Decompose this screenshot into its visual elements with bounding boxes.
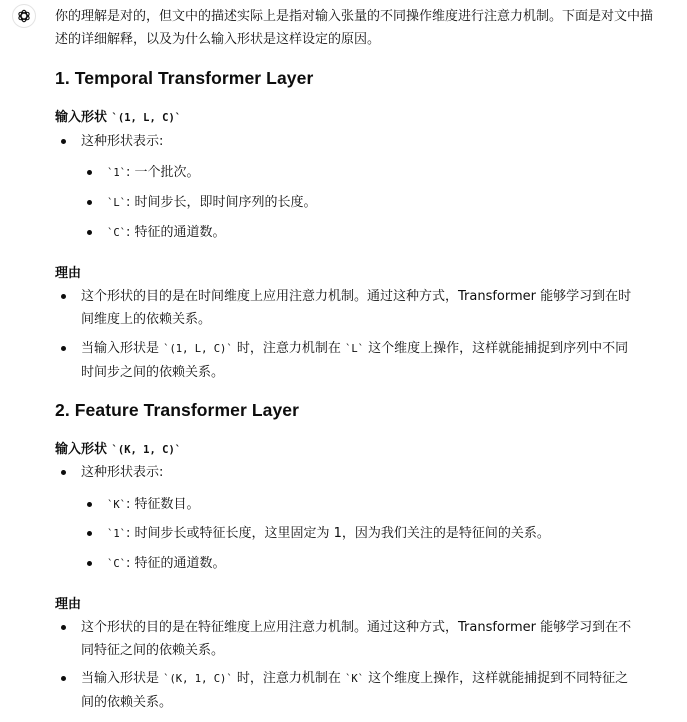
list-item	[81, 552, 641, 576]
bullet-icon	[61, 470, 66, 475]
section2-input-shape	[55, 438, 181, 457]
reason-code: `K`	[345, 673, 364, 685]
list-item	[55, 616, 635, 662]
section1-heading: 1. Temporal Transformer Layer	[55, 68, 314, 88]
list-item	[81, 221, 641, 245]
bullet-icon	[87, 502, 92, 507]
list-item	[81, 191, 641, 215]
bullet-icon	[87, 200, 92, 205]
list-item	[55, 461, 635, 484]
list-item	[81, 522, 641, 546]
section2-reason-label: 理由	[55, 597, 82, 612]
section2-input-label: 输入形状	[55, 442, 108, 457]
intro-paragraph: 你的理解是对的，但文中的描述实际上是指对输入张量的不同操作维度进行注意力机制。下面是对文中描述的详细解释，以及为什么输入形状是这样设定的原因。	[55, 9, 654, 47]
list-item	[55, 337, 635, 384]
openai-logo-icon	[16, 8, 32, 24]
reason-text: 时，注意力机制在	[236, 671, 341, 686]
assistant-avatar	[12, 4, 36, 28]
list-item	[81, 161, 641, 185]
dim-desc: : 特征的通道数。	[125, 225, 226, 240]
section1-input-label: 输入形状	[55, 110, 108, 125]
bullet-icon	[61, 346, 66, 351]
dim-code: `1`	[107, 528, 126, 540]
reason-code: `L`	[345, 343, 364, 355]
bullet-icon	[61, 294, 66, 299]
list-item	[55, 130, 635, 153]
section1-shape-intro: 这种形状表示:	[81, 134, 164, 149]
bullet-icon	[87, 561, 92, 566]
section2-input-shape-code: `(K, 1, C)`	[111, 444, 182, 456]
dim-desc: : 时间步长或特征长度，这里固定为 1，因为我们关注的是特征间的关系。	[125, 526, 550, 541]
dim-desc: : 特征的通道数。	[125, 556, 226, 571]
section2-heading: 2. Feature Transformer Layer	[55, 400, 300, 420]
dim-desc: : 特征数目。	[125, 497, 200, 512]
list-item	[81, 493, 641, 517]
section1-reason-label: 理由	[55, 266, 82, 281]
dim-code: `K`	[107, 499, 126, 511]
reason-text: 当输入形状是	[81, 341, 160, 356]
dim-code: `C`	[107, 558, 126, 570]
section2-shape-intro: 这种形状表示:	[81, 465, 164, 480]
bullet-icon	[61, 139, 66, 144]
reason-text: 这个维度上操作，这样就能捕捉到不同特征之间的依赖关系。	[81, 671, 629, 710]
list-item	[55, 667, 635, 714]
bullet-icon	[87, 170, 92, 175]
reason-text: 当输入形状是	[81, 671, 160, 686]
dim-code: `L`	[107, 197, 126, 209]
section1-input-shape-code: `(1, L, C)`	[111, 112, 182, 124]
bullet-icon	[61, 676, 66, 681]
bullet-icon	[61, 625, 66, 630]
reason-code: `(1, L, C)`	[163, 343, 233, 355]
dim-code: `1`	[107, 167, 126, 179]
dim-desc: : 时间步长，即时间序列的长度。	[125, 195, 317, 210]
dim-code: `C`	[107, 227, 126, 239]
section1-reason1: 这个形状的目的是在时间维度上应用注意力机制。通过这种方式，Transformer 能够学习到在时间维度上的依赖关系。	[81, 289, 632, 327]
reason-text: 这个维度上操作，这样就能捕捉到序列中不同时间步之间的依赖关系。	[81, 341, 629, 380]
bullet-icon	[87, 230, 92, 235]
reason-text: 时，注意力机制在	[236, 341, 341, 356]
list-item	[55, 285, 635, 331]
reason-code: `(K, 1, C)`	[163, 673, 233, 685]
section2-reason1: 这个形状的目的是在特征维度上应用注意力机制。通过这种方式，Transformer 能够学习到在不同特征之间的依赖关系。	[81, 620, 632, 658]
section1-input-shape	[55, 106, 181, 125]
dim-desc: : 一个批次。	[125, 165, 200, 180]
bullet-icon	[87, 531, 92, 536]
